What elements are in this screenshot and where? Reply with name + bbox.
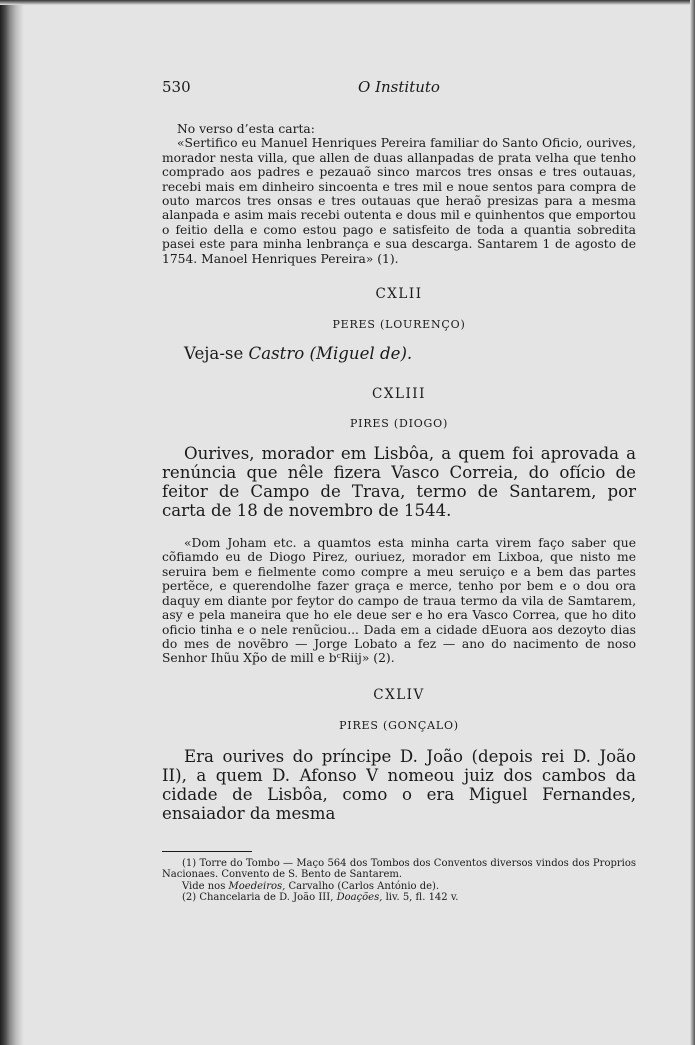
entry-numeral: CXLII (375, 286, 423, 303)
footnote-rule (162, 851, 252, 852)
running-title: O Instituto (358, 78, 440, 96)
footnote-italic: Doações, (336, 892, 383, 904)
footnote-1: (1) Torre do Tombo — Maço 564 dos Tombos dos Conventos diversos vindos dos Proprios Nacionaes. Convento de S. Bento de Santarem. (162, 857, 636, 881)
footnote-1-see (162, 881, 636, 893)
page-right-edge (690, 0, 695, 1045)
see-also-reference: Castro (Miguel de). (248, 344, 413, 364)
page-top-edge (0, 0, 695, 5)
book-binding-edge (0, 0, 24, 1045)
intro-quote: «Sertifico eu Manuel Henriques Pereira familiar do Santo Oficio, ourives, morador nesta villa, que allen de duas allanpadas de prata velha que tenho comprado aos padres e pezauaõ sinco marcos tres onsas e tres outauas, recebi mais em dinheiro sincoenta e tres mil e noue sentos para compra de outo marcos tres onsas e tres outauas que heraõ presizas para a mesma alanpada e asim mais recebi outenta e dous mil e quinhentos que emportou o feitio della e como estou pago e satisfeito de toda a quantia sobredita pasei este para minha lenbrança e sua descarga. Santarem 1 de agosto de 1754. Manoel Henriques Pereira» (1). (162, 136, 636, 266)
footnotes (162, 858, 636, 904)
intro-lead-in: No verso d’esta carta: (177, 122, 315, 136)
page-content (162, 78, 636, 904)
footnote-text: (2) Chancelaria de D. João III, (182, 892, 337, 904)
entry-name: PIRES (GONÇALO) (339, 718, 459, 732)
page-header (162, 78, 636, 106)
entry-quote: «Dom Joham etc. a quamtos esta minha carta virem faço saber que cõfiamdo eu de Diogo Pirez, ouriuez, morador em Lixboa, que nisto me seruira bem e fielmente como compre a meu seruiço e a bem das partes pertẽce, e querendolhe fazer graça e merce, tenho por bem e o dou ora daquy em diante por feytor do campo de traua termo da vila de Samtarem, asy e pela maneira que ho ele deue ser e ho era Vasco Correa, que ho dito oficio tinha e o nele renũciou... Dada em a cidade dEuora aos dezoyto dias do mes de novẽbro — Jorge Lobato a fez — ano do nacimento de noso Senhor Ihũu Xp̃o de mill e bᶜRiij» (2). (162, 536, 636, 666)
entry-numeral: CXLIII (372, 386, 426, 403)
entry-name: PIRES (DIOGO) (349, 417, 449, 431)
footnote-text: liv. 5, fl. 142 v. (382, 892, 459, 904)
page-number: 530 (162, 78, 191, 96)
see-also-prefix: Veja-se (184, 344, 249, 364)
entry-body (162, 344, 636, 363)
footnote-text: Carvalho (Carlos António de). (285, 880, 440, 892)
footnote-italic: Moedeiros, (228, 880, 286, 892)
footnote-text: Vide nos (182, 880, 229, 892)
entry-body: Era ourives do príncipe D. João (depois rei D. João II), a quem D. Afonso V nomeou juiz dos cambos da cidade de Lisbôa, como o era Miguel Fernandes, ensaiador da mesma (162, 746, 636, 823)
entry-body: Ourives, morador em Lisbôa, a quem foi aprovada a renúncia que nêle fizera Vasco Correia, do ofício de feitor de Campo de Trava, termo de Santarem, por carta de 18 de novembro de 1544. (162, 444, 636, 521)
entry-numeral: CXLIV (373, 686, 425, 703)
entry-name: PERES (LOURENÇO) (332, 318, 466, 332)
footnote-2 (162, 892, 636, 904)
